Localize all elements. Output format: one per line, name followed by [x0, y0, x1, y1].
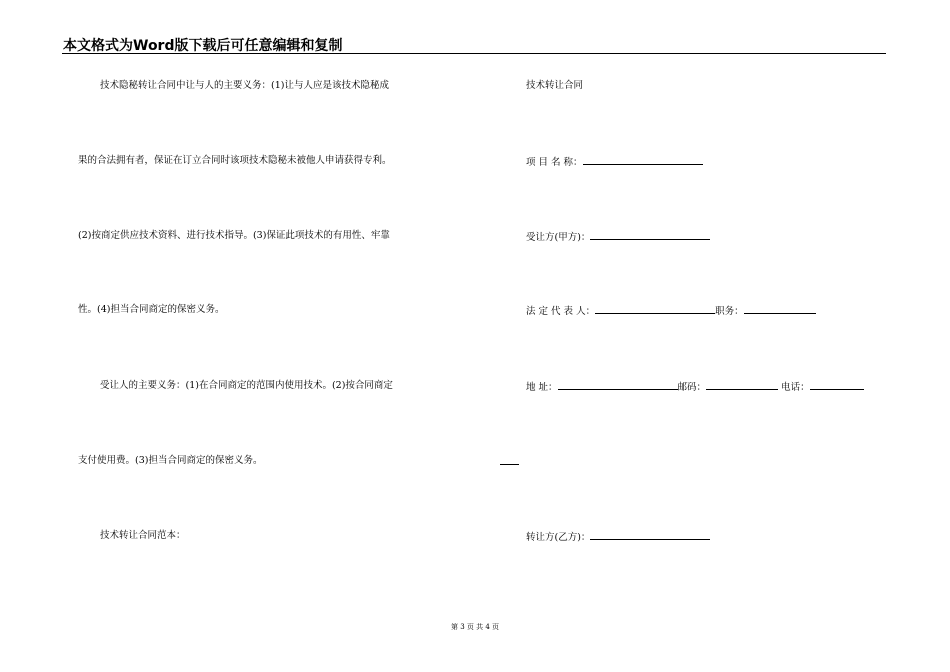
project-name-blank: [583, 155, 703, 165]
position-label: 职务：: [715, 306, 744, 317]
postcode-label: 邮码：: [677, 382, 707, 393]
header-divider: [62, 53, 886, 54]
left-p3-line1: 技术转让合同范本：: [100, 530, 186, 541]
phone-blank: [810, 380, 864, 390]
left-p1-line1: 技术隐秘转让合同中让与人的主要义务：(1)让与人应是该技术隐秘成: [100, 80, 389, 91]
legal-rep-blank: [595, 304, 715, 314]
transferor-label: 转让方(乙方)：: [526, 532, 591, 543]
left-p1-line3: (2)按商定供应技术资料、进行技术指导。(3)保证此项技术的有用性、牢靠: [78, 230, 390, 241]
address-label: 地 址：: [526, 382, 558, 393]
project-name-row: [526, 155, 703, 169]
legal-rep-label: 法 定 代 表 人：: [526, 306, 596, 317]
page-number: 第 3 页 共 4 页: [450, 623, 500, 631]
address-blank: [558, 380, 678, 390]
phone-label: 电话：: [781, 382, 810, 393]
left-p2-line2: 支付使用费。(3)担当合同商定的保密义务。: [78, 455, 263, 466]
legal-rep-row: [526, 304, 816, 318]
transferee-row: [526, 230, 710, 244]
transferee-label: 受让方(甲方)：: [526, 232, 591, 243]
postcode-blank: [706, 380, 778, 390]
transferor-row: [526, 530, 710, 544]
address-row: [526, 380, 864, 394]
left-p1-line4: 性。(4)担当合同商定的保密义务。: [78, 304, 225, 315]
document-header-title: 本文格式为Word版下载后可任意编辑和复制: [63, 38, 343, 54]
left-p1-line2: 果的合法拥有者，保证在订立合同时该项技术隐秘未被他人申请获得专利。: [78, 155, 392, 166]
short-divider: [500, 464, 519, 465]
contract-title: 技术转让合同: [526, 80, 584, 91]
transferor-blank: [590, 530, 710, 540]
project-name-label: 项 目 名 称：: [526, 157, 583, 168]
position-blank: [744, 304, 816, 314]
transferee-blank: [590, 230, 710, 240]
left-p2-line1: 受让人的主要义务：(1)在合同商定的范围内使用技术。(2)按合同商定: [100, 380, 393, 391]
